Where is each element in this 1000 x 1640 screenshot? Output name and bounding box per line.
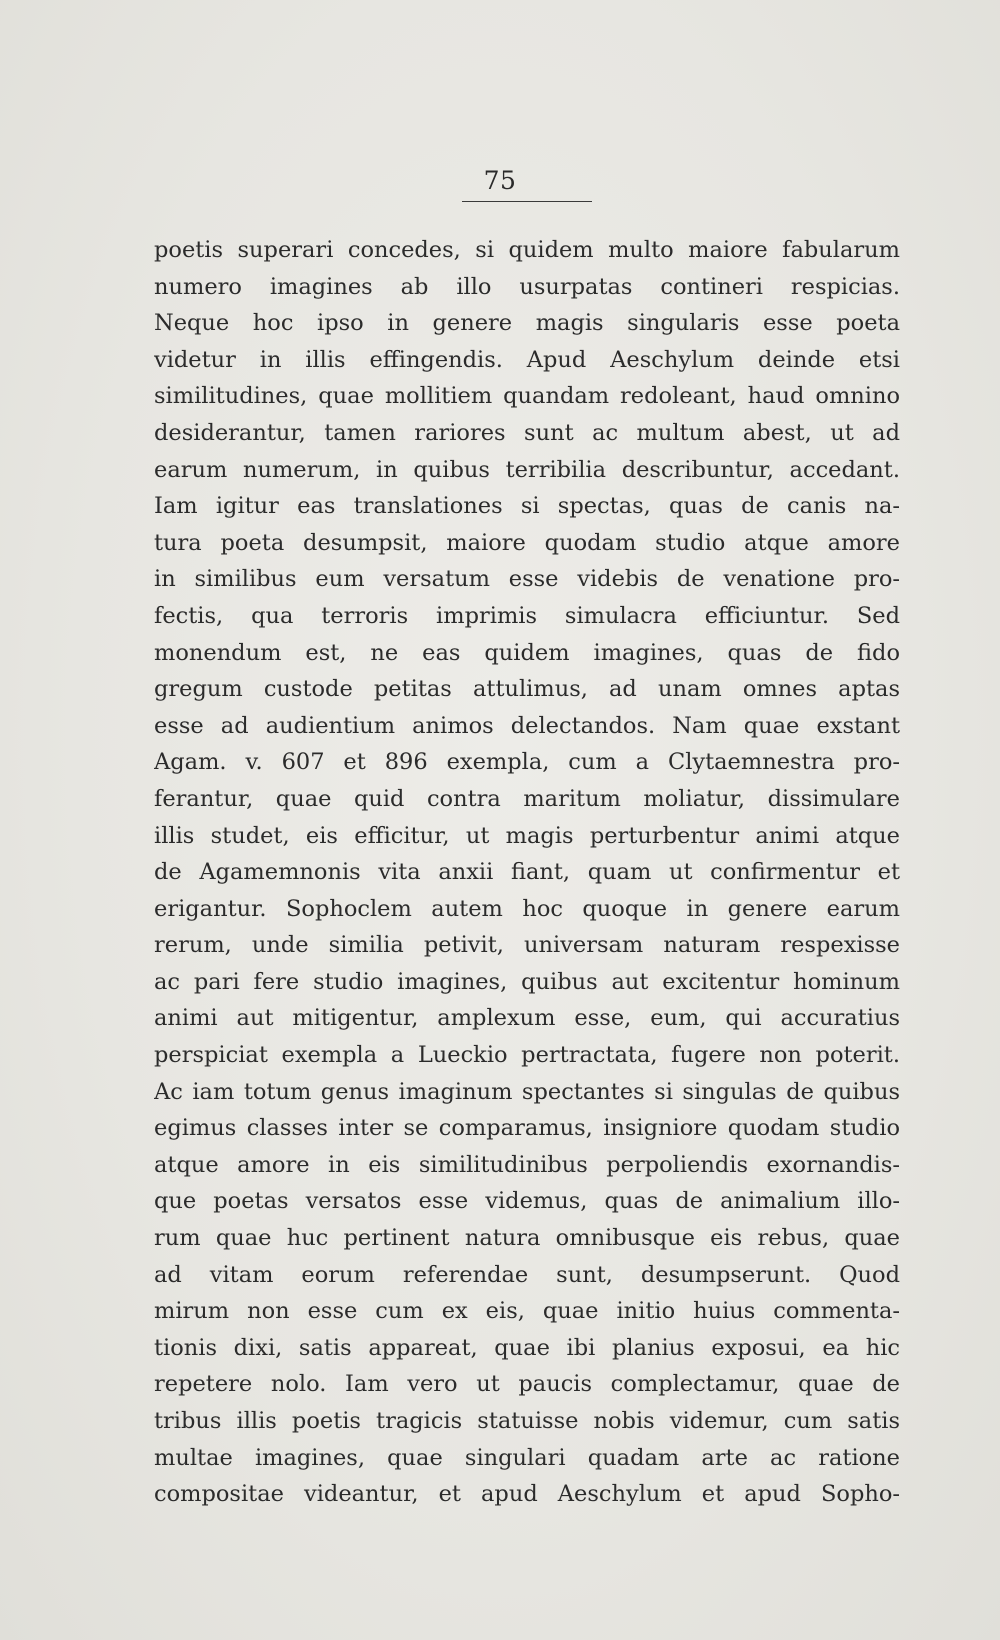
text-line-14: esse ad audientium animos delectandos. Nam quae exstant bbox=[154, 712, 900, 739]
text-line-32: repetere nolo. Iam vero ut paucis complectamur, quae de bbox=[154, 1371, 900, 1398]
text-line-31: tionis dixi, satis appareat, quae ibi planius exposui, ea hic bbox=[154, 1334, 900, 1361]
text-line-6: desiderantur, tamen rariores sunt ac multum abest, ut ad bbox=[154, 419, 900, 446]
text-line-35: compositae videantur, et apud Aeschylum et apud Sopho- bbox=[154, 1481, 900, 1508]
text-line-26: atque amore in eis similitudinibus perpoliendis exornandis- bbox=[154, 1151, 900, 1178]
text-line-24: Ac iam totum genus imaginum spectantes si singulas de quibus bbox=[154, 1078, 900, 1105]
text-line-15: Agam. v. 607 et 896 exempla, cum a Clytaemnestra pro- bbox=[154, 749, 900, 776]
page-number: 75 bbox=[483, 166, 517, 195]
text-line-27: que poetas versatos esse videmus, quas de animalium illo- bbox=[154, 1188, 900, 1215]
text-line-28: rum quae huc pertinent natura omnibusque eis rebus, quae bbox=[154, 1225, 900, 1252]
text-line-20: rerum, unde similia petivit, universam naturam respexisse bbox=[154, 932, 900, 959]
header-rule bbox=[462, 201, 592, 202]
text-line-30: mirum non esse cum ex eis, quae initio huius commenta- bbox=[154, 1298, 900, 1325]
text-line-21: ac pari fere studio imagines, quibus aut excitentur hominum bbox=[154, 968, 900, 995]
text-line-8: Iam igitur eas translationes si spectas, quas de canis na- bbox=[154, 493, 900, 520]
text-line-5: similitudines, quae mollitiem quandam redoleant, haud omnino bbox=[154, 383, 900, 410]
text-line-13: gregum custode petitas attulimus, ad unam omnes aptas bbox=[154, 676, 900, 703]
text-line-22: animi aut mitigentur, amplexum esse, eum, qui accuratius bbox=[154, 1005, 900, 1032]
text-line-10: in similibus eum versatum esse videbis de venatione pro- bbox=[154, 566, 900, 593]
text-line-2: numero imagines ab illo usurpatas contineri respicias. bbox=[154, 273, 900, 300]
text-line-1: poetis superari concedes, si quidem multo maiore fabularum bbox=[154, 237, 900, 263]
text-line-7: earum numerum, in quibus terribilia describuntur, accedant. bbox=[154, 456, 900, 483]
text-line-23: perspiciat exempla a Lueckio pertractata, fugere non poterit. bbox=[154, 1042, 900, 1069]
text-line-11: fectis, qua terroris imprimis simulacra efficiuntur. Sed bbox=[154, 602, 900, 629]
text-line-12: monendum est, ne eas quidem imagines, quas de fido bbox=[154, 639, 900, 666]
text-line-17: illis studet, eis efficitur, ut magis perturbentur animi atque bbox=[154, 822, 900, 849]
text-line-18: de Agamemnonis vita anxii fiant, quam ut confirmentur et bbox=[154, 859, 900, 886]
text-line-25: egimus classes inter se comparamus, insigniore quodam studio bbox=[154, 1115, 900, 1142]
text-line-19: erigantur. Sophoclem autem hoc quoque in genere earum bbox=[154, 895, 900, 922]
text-line-3: Neque hoc ipso in genere magis singularis esse poeta bbox=[154, 310, 900, 337]
text-line-16: ferantur, quae quid contra maritum moliatur, dissimulare bbox=[154, 785, 900, 812]
text-line-4: videtur in illis effingendis. Apud Aeschylum deinde etsi bbox=[154, 346, 900, 373]
text-line-33: tribus illis poetis tragicis statuisse nobis videmur, cum satis bbox=[154, 1408, 900, 1434]
text-line-29: ad vitam eorum referendae sunt, desumpserunt. Quod bbox=[154, 1261, 900, 1288]
text-line-9: tura poeta desumpsit, maiore quodam studio atque amore bbox=[154, 529, 900, 556]
body-text bbox=[154, 232, 900, 1513]
text-line-34: multae imagines, quae singulari quadam arte ac ratione bbox=[154, 1444, 900, 1471]
